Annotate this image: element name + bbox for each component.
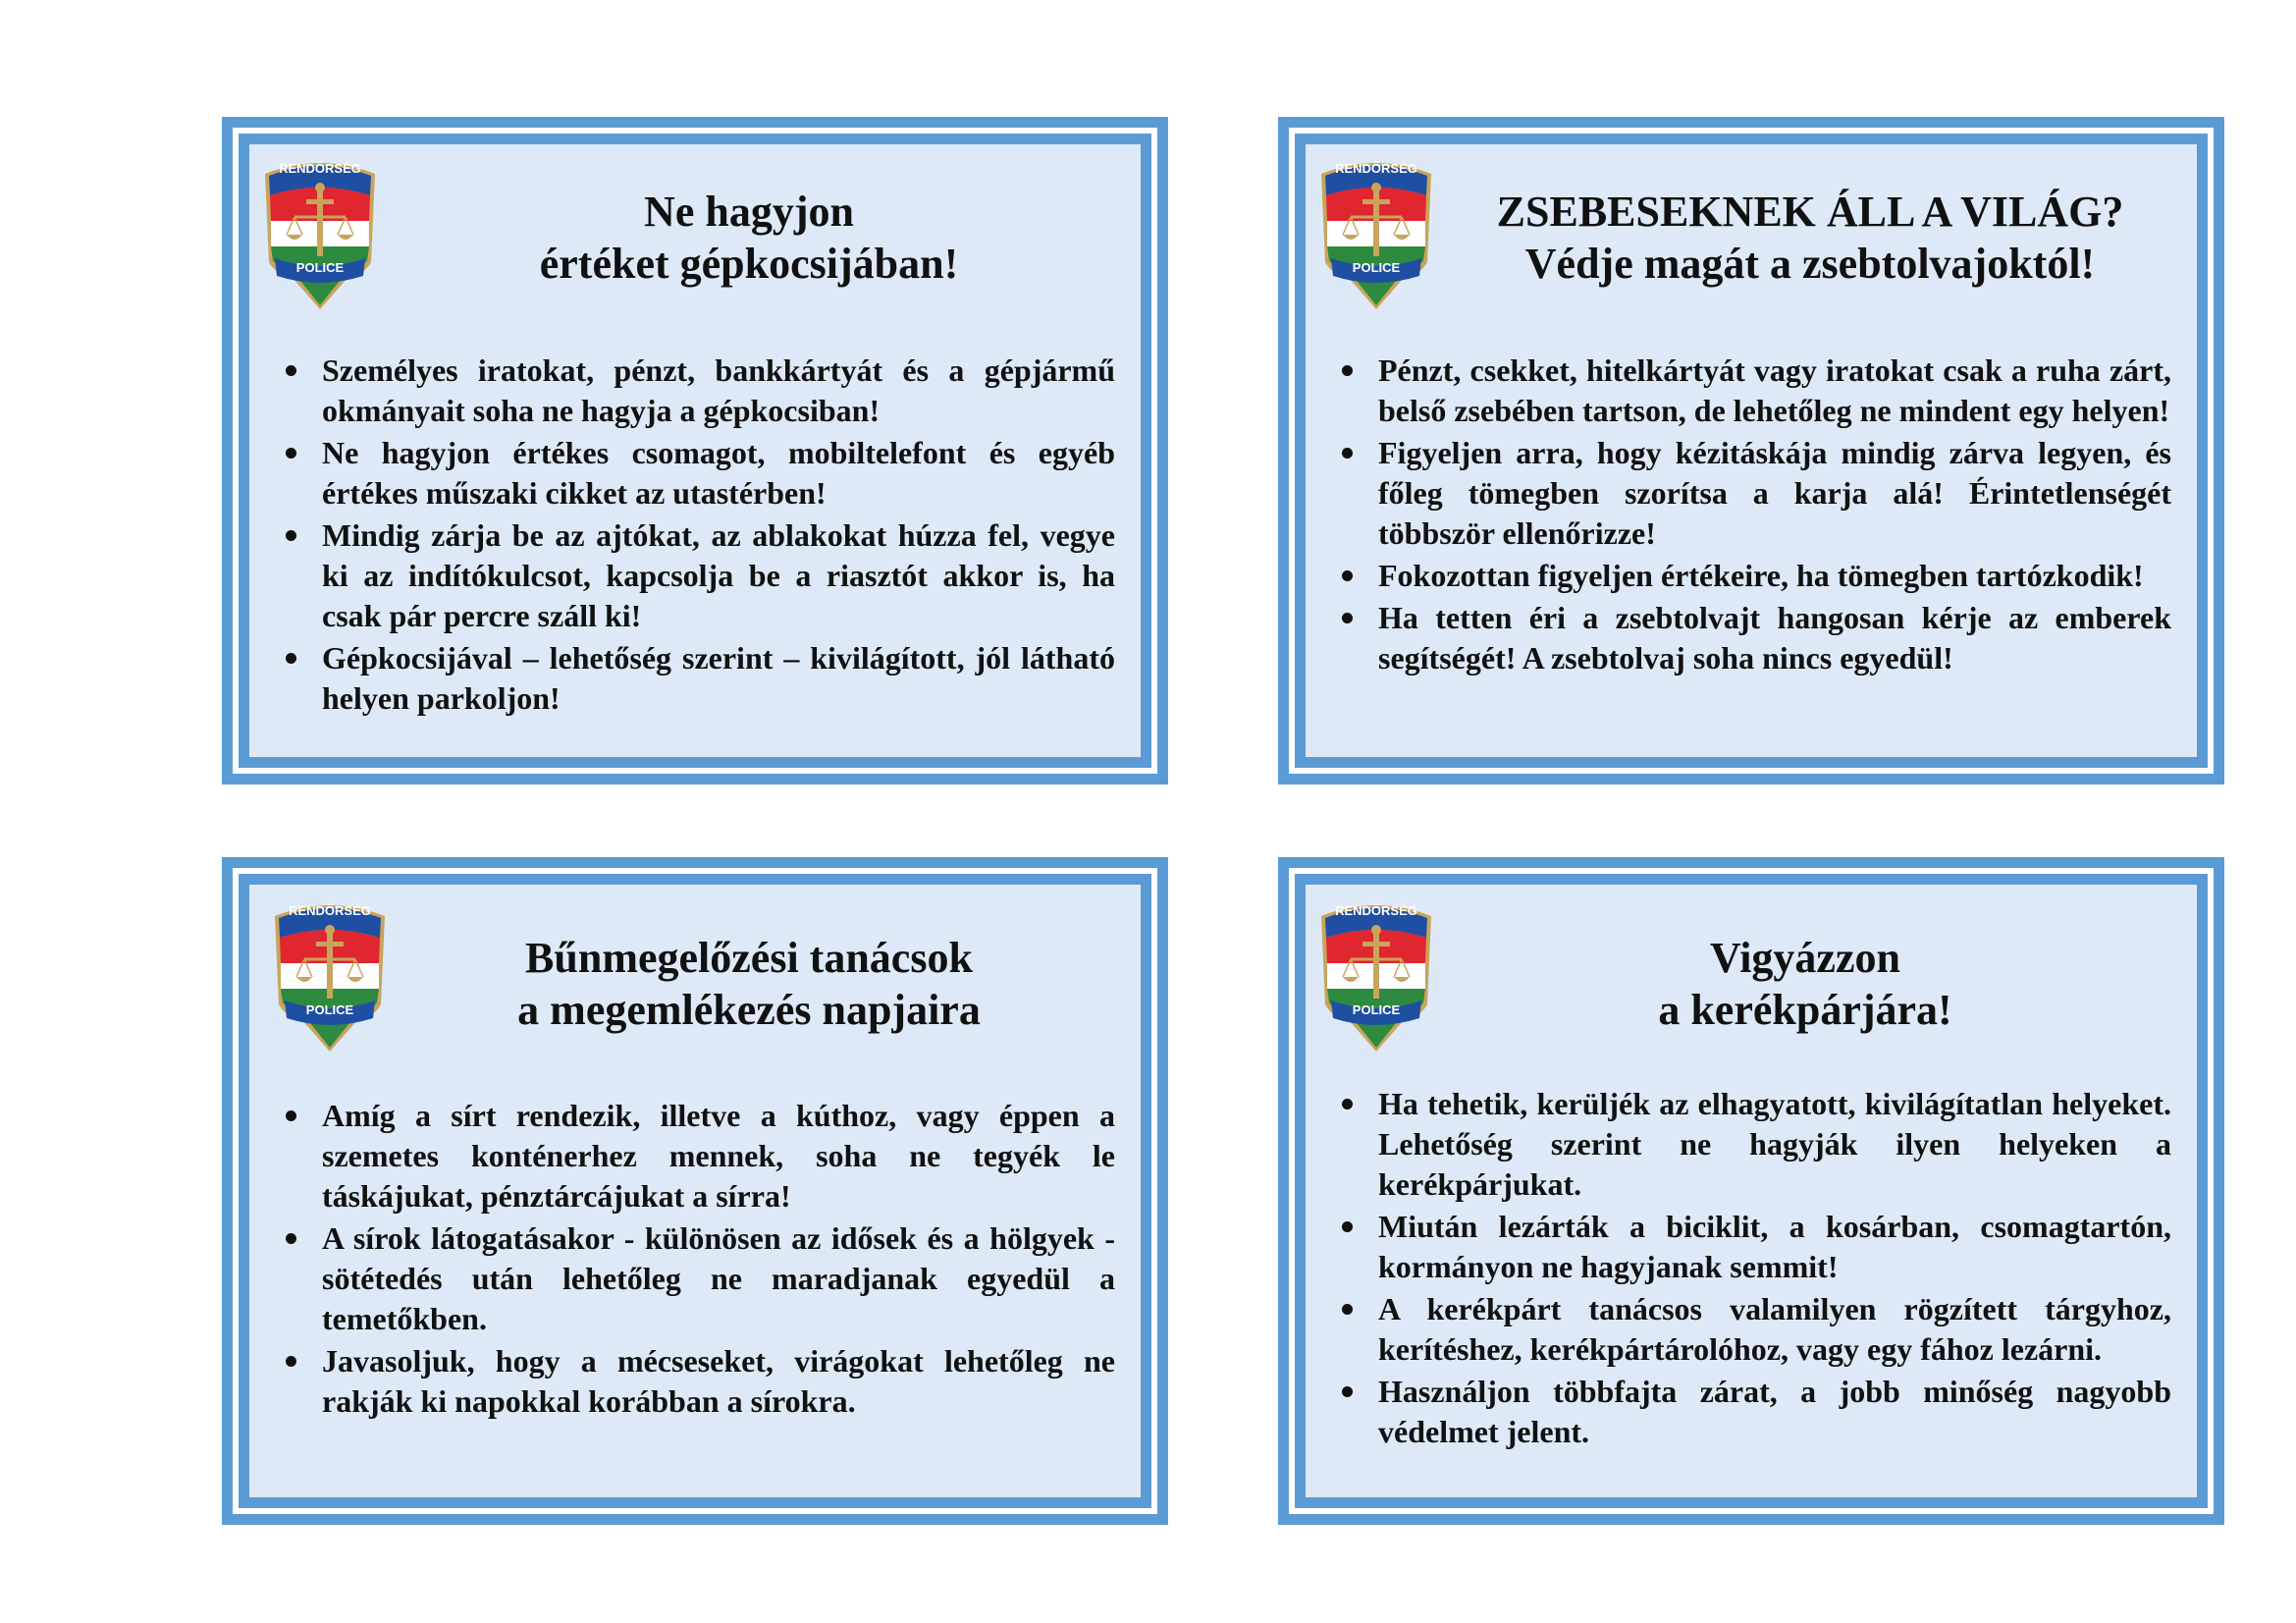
tips-list: [1337, 1084, 2171, 1454]
title-line: a megemlékezés napjaira: [517, 986, 981, 1034]
list-item: Gépkocsijával – lehetőség szerint – kivilágított, jól látható helyen parkoljon!: [281, 638, 1115, 719]
card-panel: [239, 874, 1151, 1508]
card-panel: [1295, 874, 2208, 1508]
card-title: [1453, 932, 2158, 1036]
card-pickpocket: [1278, 117, 2224, 784]
title-line: Bűnmegelőzési tanácsok: [525, 934, 973, 982]
svg-text:POLICE: POLICE: [305, 1002, 354, 1017]
card-remembrance: [222, 857, 1168, 1525]
list-item: Miután lezárták a biciklit, a kosárban, csomagtartón, kormányon ne hagyjanak semmit!: [1337, 1207, 2171, 1287]
tips-list: [1337, 351, 2171, 680]
list-item: Javasoljuk, hogy a mécseseket, virágokat lehetőleg ne rakják ki napokkal korábban a sírokra.: [281, 1341, 1115, 1422]
title-line: a kerékpárjára!: [1658, 986, 1952, 1034]
tips-list: [281, 351, 1115, 721]
list-item: A sírok látogatásakor - különösen az idősek és a hölgyek - sötétedés után lehetőleg ne maradjanak egyedül a temetőkben.: [281, 1218, 1115, 1339]
card-title: [387, 186, 1111, 290]
svg-text:POLICE: POLICE: [295, 260, 345, 275]
svg-text:RENDŐRSÉG: RENDŐRSÉG: [1335, 161, 1417, 176]
list-item: Pénzt, csekket, hitelkártyát vagy iratokat csak a ruha zárt, belső zsebében tartson, de lehetőleg ne mindent egy helyen!: [1337, 351, 2171, 431]
list-item: Fokozottan figyeljen értékeire, ha tömegben tartózkodik!: [1337, 556, 2171, 596]
title-line: Vigyázzon: [1710, 934, 1900, 982]
svg-text:RENDŐRSÉG: RENDŐRSÉG: [279, 161, 361, 176]
list-item: Amíg a sírt rendezik, illetve a kúthoz, vagy éppen a szemetes konténerhez mennek, soha ne tegyék le táskájukat, pénztárcájukat a sírra!: [281, 1096, 1115, 1217]
svg-text:POLICE: POLICE: [1352, 260, 1401, 275]
police-shield-icon: [1317, 898, 1435, 1055]
title-line: ZSEBESEKNEK ÁLL A VILÁG?: [1496, 188, 2124, 236]
card-panel: [1295, 134, 2208, 768]
list-item: Ha tetten éri a zsebtolvajt hangosan kérje az emberek segítségét! A zsebtolvaj soha nincs egyedül!: [1337, 598, 2171, 678]
list-item: Használjon többfajta zárat, a jobb minőség nagyobb védelmet jelent.: [1337, 1372, 2171, 1452]
tips-list: [281, 1096, 1115, 1424]
police-shield-icon: [1317, 156, 1435, 313]
title-line: Ne hagyjon: [644, 188, 854, 236]
svg-text:RENDŐRSÉG: RENDŐRSÉG: [289, 903, 371, 918]
list-item: Ha tehetik, kerüljék az elhagyatott, kivilágítatlan helyeket. Lehetőség szerint ne hagyják ilyen helyeken a kerékpárjukat.: [1337, 1084, 2171, 1205]
list-item: Ne hagyjon értékes csomagot, mobiltelefont és egyéb értékes műszaki cikket az utastérben!: [281, 433, 1115, 514]
list-item: Személyes iratokat, pénzt, bankkártyát és a gépjármű okmányait soha ne hagyja a gépkocsiban!: [281, 351, 1115, 431]
list-item: Mindig zárja be az ajtókat, az ablakokat húzza fel, vegye ki az indítókulcsot, kapcsolja be a riasztót akkor is, ha csak pár percre száll ki!: [281, 515, 1115, 636]
card-title: [397, 932, 1101, 1036]
card-car-safety: [222, 117, 1168, 784]
police-shield-icon: [261, 156, 379, 313]
list-item: Figyeljen arra, hogy kézitáskája mindig zárva legyen, és főleg tömegben szorítsa a karja alá! Érintetlenségét többször ellenőrizze!: [1337, 433, 2171, 554]
police-shield-icon: [271, 898, 389, 1055]
title-line: Védje magát a zsebtolvajoktól!: [1524, 240, 2096, 288]
card-bicycle: [1278, 857, 2224, 1525]
svg-text:RENDŐRSÉG: RENDŐRSÉG: [1335, 903, 1417, 918]
card-title: [1453, 186, 2167, 290]
list-item: A kerékpárt tanácsos valamilyen rögzített tárgyhoz, kerítéshez, kerékpártárolóhoz, vagy egy fához lezárni.: [1337, 1289, 2171, 1370]
title-line: értéket gépkocsijában!: [539, 240, 959, 288]
svg-text:POLICE: POLICE: [1352, 1002, 1401, 1017]
card-panel: [239, 134, 1151, 768]
